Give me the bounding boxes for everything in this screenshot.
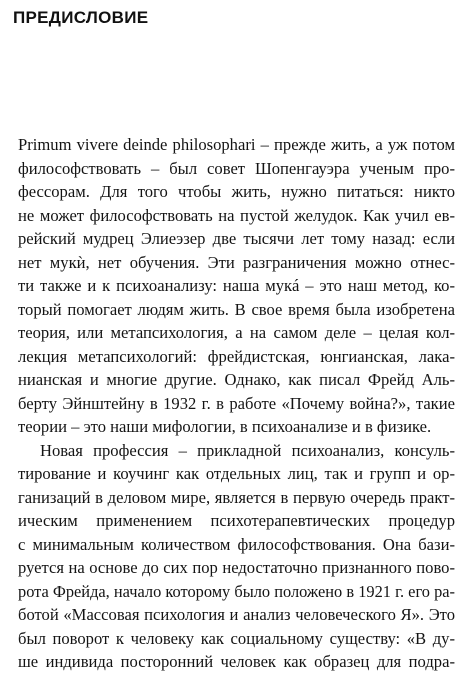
text-line: фессорам. Для того чтобы жить, нужно питаться: никто: [18, 182, 455, 201]
text-line: не может философствовать на пустой желудок. Как учил ев-: [18, 205, 455, 225]
text-line: философствовать – был совет Шопенгауэра ученым про-: [18, 158, 455, 178]
text-line: ботой «Массовая психология и анализ человеческого Я». Это: [18, 605, 455, 624]
text-line: нианская и многие другие. Однако, как писал Фрейд Аль-: [18, 370, 455, 389]
text-line: рота Фрейда, начало которому было положено в 1921 г. его ра-: [18, 581, 455, 601]
text-line: рейский мудрец Элиеэзер две тысячи лет тому назад: если: [18, 229, 455, 248]
text-line: лекция метапсихологий: фрейдистская, юнгианская, лака-: [18, 346, 455, 366]
text-line: руется на основе до сих пор недостаточно признанного пово-: [18, 558, 455, 577]
paragraph: [18, 439, 455, 674]
text-line: ганизаций в деловом мире, является в первую очередь практ-: [18, 487, 455, 507]
text-line: торый помогает людям жить. В свое время была изобретена: [18, 299, 455, 319]
page-title: ПРЕДИСЛОВИЕ: [13, 8, 149, 27]
text-line: был поворот к человеку как социальному существу: «В ду-: [18, 628, 455, 648]
text-line: Primum vivere deinde philosophari – прежде жить, а уж потом: [18, 135, 455, 154]
body-text: [18, 133, 455, 674]
text-line: тирование и коучинг как отдельных лиц, так и групп и ор-: [18, 464, 455, 483]
text-line: Новая профессия – прикладной психоанализ, консуль-: [40, 440, 455, 460]
text-line: с минимальным количеством философствования. Она бази-: [18, 534, 455, 554]
text-line: берту Эйнштейну в 1932 г. в работе «Почему война?», такие: [18, 393, 455, 413]
text-line: теории – это наши мифологии, в психоанализе и в физике.: [18, 417, 432, 436]
text-line: ическим применением психотерапевтических процедур: [18, 511, 455, 530]
text-line: нет мукѝ, нет обучения. Эти разграничения можно отнес-: [18, 252, 455, 272]
text-line: ше индивида посторонний человек как образец для подра-: [18, 652, 455, 671]
text-line: теория, или метапсихология, а на самом деле – целая кол-: [18, 323, 455, 342]
paragraph: [18, 133, 455, 439]
text-line: ти также и к психоанализу: наша мукá – это наш метод, ко-: [18, 276, 455, 295]
